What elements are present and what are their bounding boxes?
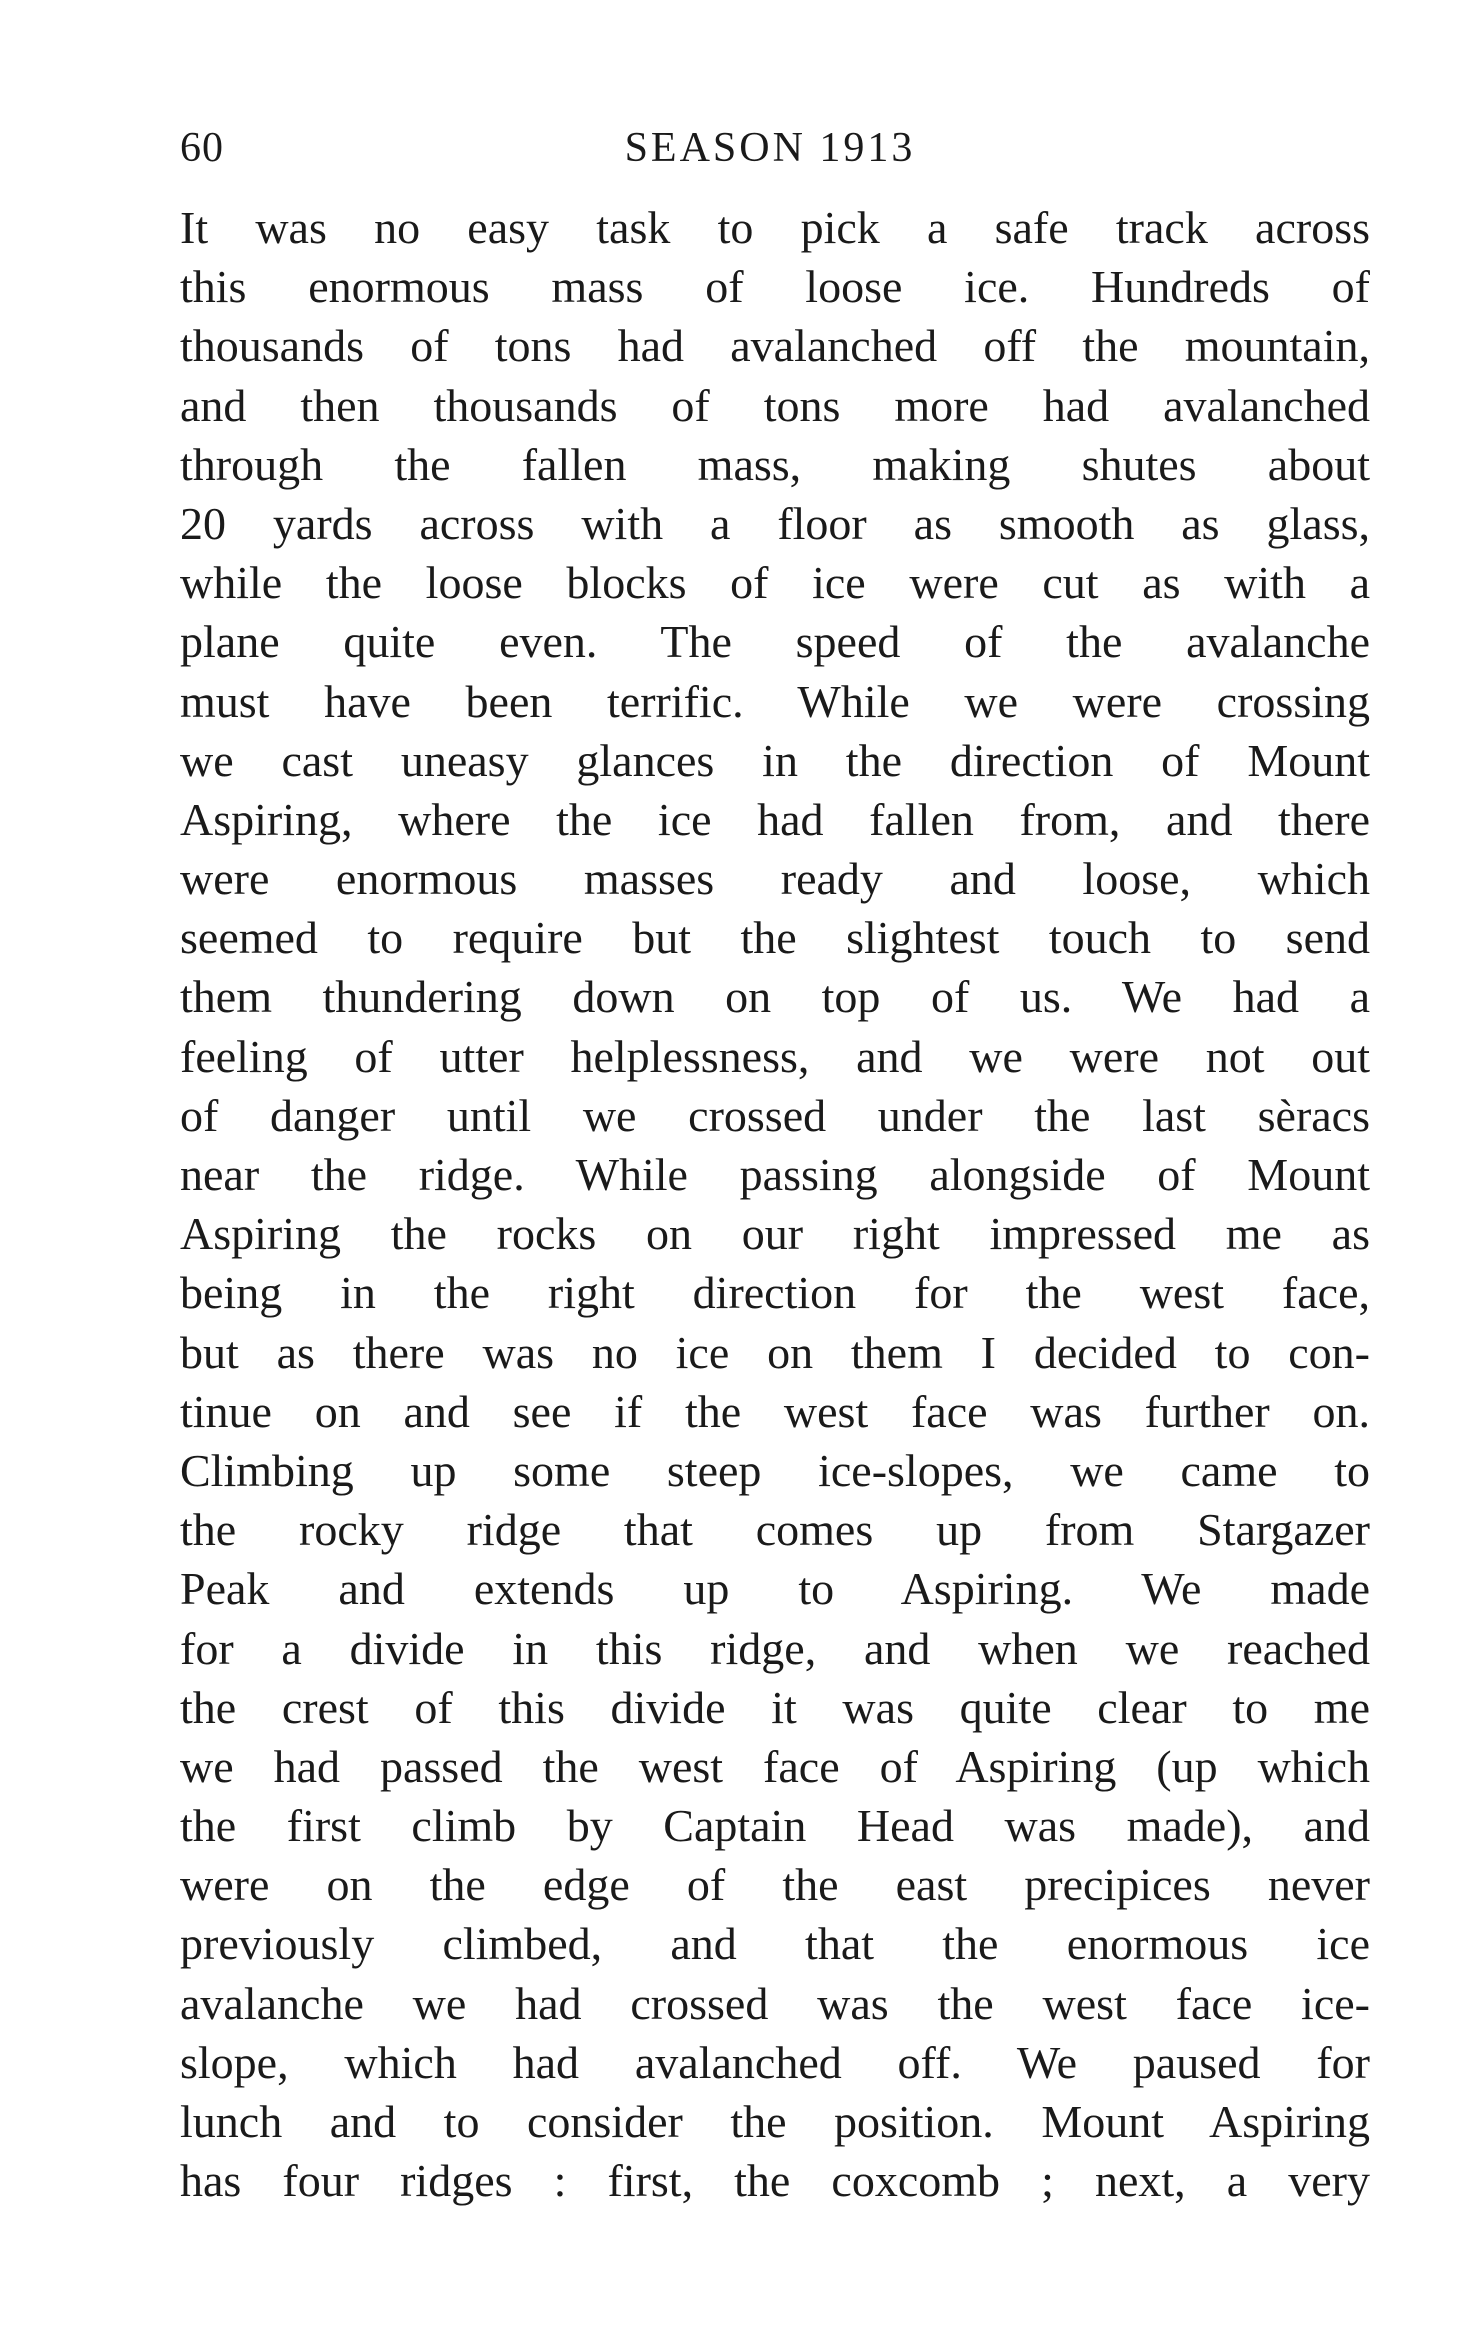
- text-line: 20 yards across with a floor as smooth as glass,: [180, 497, 1370, 549]
- text-line: through the fallen mass, making shutes about: [180, 438, 1370, 490]
- text-line: must have been terrific. While we were crossing: [180, 675, 1370, 727]
- text-line: previously climbed, and that the enormous ice: [180, 1918, 1370, 1970]
- page-number: 60: [180, 125, 224, 171]
- text-line: we cast uneasy glances in the direction of Mount: [180, 734, 1370, 786]
- text-line: slope, which had avalanched off. We paused for: [180, 2036, 1370, 2088]
- body-text: [180, 198, 1370, 2210]
- text-line: the rocky ridge that comes up from Stargazer: [180, 1504, 1370, 1556]
- text-line: plane quite even. The speed of the avalanche: [180, 616, 1370, 668]
- text-line: feeling of utter helplessness, and we were not out: [180, 1030, 1370, 1082]
- text-line: and then thousands of tons more had avalanched: [180, 379, 1370, 431]
- text-line: for a divide in this ridge, and when we reached: [180, 1622, 1370, 1674]
- text-line: It was no easy task to pick a safe track across: [180, 202, 1370, 253]
- text-line: while the loose blocks of ice were cut as with a: [180, 557, 1370, 609]
- page-header: [180, 118, 1370, 178]
- text-line: were on the edge of the east precipices never: [180, 1859, 1370, 1911]
- text-line: Climbing up some steep ice-slopes, we came to: [180, 1444, 1370, 1496]
- text-line: near the ridge. While passing alongside of Mount: [180, 1149, 1370, 1200]
- text-line: them thundering down on top of us. We had a: [180, 971, 1370, 1023]
- text-line: the crest of this divide it was quite clear to me: [180, 1681, 1370, 1733]
- text-line: lunch and to consider the position. Mount Aspiring: [180, 2096, 1370, 2147]
- text-line: this enormous mass of loose ice. Hundreds of: [180, 261, 1370, 313]
- text-line: avalanche we had crossed was the west face ice-: [180, 1977, 1370, 2029]
- text-line: were enormous masses ready and loose, which: [180, 853, 1370, 905]
- text-line: Aspiring the rocks on our right impressed me as: [180, 1208, 1370, 1260]
- text-line: thousands of tons had avalanched off the mountain,: [180, 320, 1370, 372]
- text-line: being in the right direction for the west face,: [180, 1267, 1370, 1319]
- text-line: the first climb by Captain Head was made), and: [180, 1800, 1370, 1852]
- text-line: seemed to require but the slightest touch to send: [180, 912, 1370, 964]
- text-line: Aspiring, where the ice had fallen from, and there: [180, 793, 1370, 845]
- text-line: Peak and extends up to Aspiring. We made: [180, 1563, 1370, 1615]
- running-title: SEASON 1913: [624, 125, 916, 171]
- text-line: of danger until we crossed under the last sèracs: [180, 1089, 1370, 1141]
- text-line: tinue on and see if the west face was further on.: [180, 1385, 1370, 1437]
- text-line: has four ridges : first, the coxcomb ; next, a very: [180, 2155, 1370, 2207]
- text-line: we had passed the west face of Aspiring (up which: [180, 1740, 1370, 1792]
- text-line: but as there was no ice on them I decided to con-: [180, 1326, 1370, 1378]
